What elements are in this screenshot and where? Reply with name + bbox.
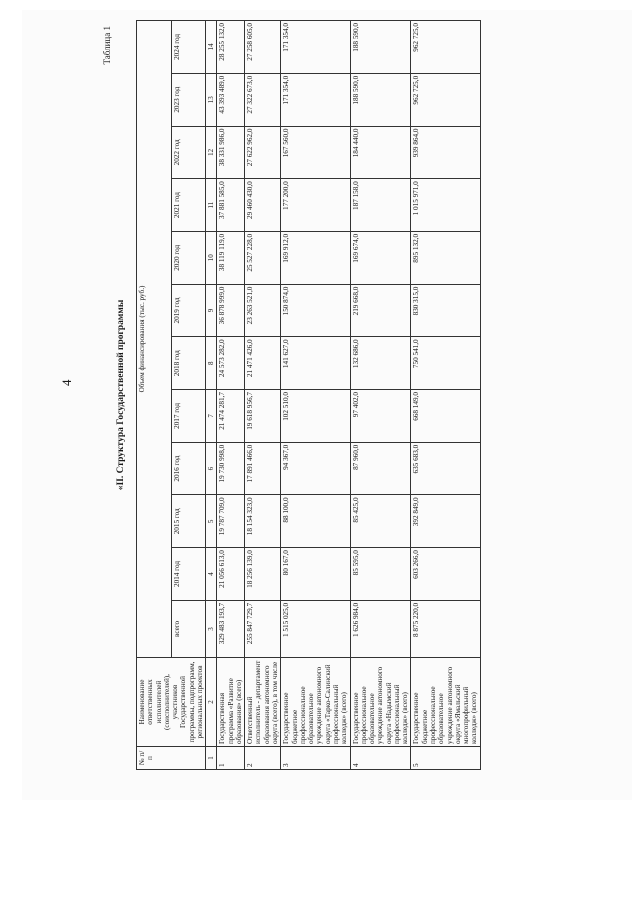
funding-table — [136, 20, 481, 770]
year-header: 2014 год — [171, 548, 206, 601]
funding-value: 19 618 956,7 — [245, 390, 281, 443]
year-header: 2022 год — [171, 126, 206, 179]
column-index: 11 — [206, 179, 217, 232]
funding-value: 25 527 228,0 — [245, 231, 281, 284]
funding-value: 750 541,0 — [411, 337, 480, 390]
funding-value: 19 787 709,0 — [217, 495, 245, 548]
funding-value: 169 912,0 — [281, 231, 350, 284]
funding-value: 1 515 025,0 — [281, 600, 350, 657]
column-index-row — [206, 21, 217, 770]
funding-value: 85 425,0 — [350, 495, 411, 548]
funding-value: 27 322 673,0 — [245, 73, 281, 126]
row-number: 5 — [411, 747, 480, 770]
funding-value: 962 725,0 — [411, 21, 480, 74]
table-row — [245, 21, 281, 770]
funding-value: 36 878 999,0 — [217, 284, 245, 337]
funding-value: 8 875 220,0 — [411, 600, 480, 657]
funding-value: 188 590,0 — [350, 21, 411, 74]
funding-value: 167 560,0 — [281, 126, 350, 179]
table-label: Таблица 1 — [102, 26, 112, 65]
funding-value: 962 725,0 — [411, 73, 480, 126]
funding-value: 29 460 430,0 — [245, 179, 281, 232]
funding-value: 87 960,0 — [350, 442, 411, 495]
funding-value: 329 483 193,7 — [217, 600, 245, 657]
table-body — [206, 21, 480, 770]
num-header: № п/п — [137, 747, 206, 770]
row-number: 3 — [281, 747, 350, 770]
year-header: 2017 год — [171, 390, 206, 443]
header-row-1 — [137, 21, 172, 770]
page-number: 4 — [59, 379, 74, 386]
funding-value: 171 354,0 — [281, 73, 350, 126]
funding-value: 187 158,0 — [350, 179, 411, 232]
year-header: 2018 год — [171, 337, 206, 390]
funding-value: 171 354,0 — [281, 21, 350, 74]
year-header: всего — [171, 600, 206, 657]
year-header: 2023 год — [171, 73, 206, 126]
funding-value: 19 730 998,0 — [217, 442, 245, 495]
row-name: Государственное профессиональное образовательное учреждение автономного округа «Надымский профессиональный колледж» (всего) — [350, 658, 411, 747]
funding-value: 184 440,0 — [350, 126, 411, 179]
funding-value: 635 683,0 — [411, 442, 480, 495]
year-header: 2015 год — [171, 495, 206, 548]
header-row-2 — [171, 21, 206, 770]
funding-value: 17 891 466,0 — [245, 442, 281, 495]
row-number: 4 — [350, 747, 411, 770]
column-index: 10 — [206, 231, 217, 284]
funding-group-header: Объем финансирования (тыс. руб.) — [137, 21, 172, 658]
section-title: «II. Структура Государственной программы — [116, 299, 126, 491]
funding-value: 88 100,0 — [281, 495, 350, 548]
funding-value: 1 626 984,0 — [350, 600, 411, 657]
funding-value: 169 674,0 — [350, 231, 411, 284]
funding-value: 97 402,0 — [350, 390, 411, 443]
row-name: Государственное бюджетное профессиональное образовательное учреждение автономного округа «Ямальский многопрофильный колледж» (всего) — [411, 658, 480, 747]
funding-value: 18 154 323,0 — [245, 495, 281, 548]
column-index: 2 — [206, 658, 217, 747]
funding-value: 188 590,0 — [350, 73, 411, 126]
funding-value: 255 847 729,7 — [245, 600, 281, 657]
column-index: 13 — [206, 73, 217, 126]
column-index: 12 — [206, 126, 217, 179]
funding-value: 1 015 971,0 — [411, 179, 480, 232]
funding-value: 85 595,0 — [350, 548, 411, 601]
funding-value: 177 200,0 — [281, 179, 350, 232]
funding-value: 27 622 962,0 — [245, 126, 281, 179]
column-index: 4 — [206, 548, 217, 601]
funding-value: 37 881 585,0 — [217, 179, 245, 232]
table-row — [411, 21, 480, 770]
row-number: 1 — [217, 747, 245, 770]
funding-value: 80 167,0 — [281, 548, 350, 601]
column-index: 14 — [206, 21, 217, 74]
funding-value: 28 255 132,0 — [217, 21, 245, 74]
funding-value: 219 668,0 — [350, 284, 411, 337]
funding-value: 23 263 521,0 — [245, 284, 281, 337]
year-header: 2019 год — [171, 284, 206, 337]
funding-value: 21 056 613,0 — [217, 548, 245, 601]
column-index: 1 — [206, 747, 217, 770]
row-name: Государственная программа «Развитие образования» (всего) — [217, 658, 245, 747]
year-header: 2020 год — [171, 231, 206, 284]
row-name: Ответственный исполнитель - департамент образования автономного округа (всего), в том числе — [245, 658, 281, 747]
funding-value: 18 256 139,0 — [245, 548, 281, 601]
funding-value: 24 573 282,0 — [217, 337, 245, 390]
funding-value: 830 315,0 — [411, 284, 480, 337]
funding-value: 141 627,0 — [281, 337, 350, 390]
funding-value: 21 471 426,0 — [245, 337, 281, 390]
table-row — [350, 21, 411, 770]
row-number: 2 — [245, 747, 281, 770]
funding-value: 132 686,0 — [350, 337, 411, 390]
year-header: 2021 год — [171, 179, 206, 232]
funding-value: 668 149,0 — [411, 390, 480, 443]
funding-value: 603 266,0 — [411, 548, 480, 601]
funding-value: 27 258 605,0 — [245, 21, 281, 74]
row-name: Государственное бюджетное профессиональное образовательное учреждение автономного округа «Тарко-Салинский профессиональный колледж» (всего) — [281, 658, 350, 747]
year-header: 2016 год — [171, 442, 206, 495]
table-row — [217, 21, 245, 770]
column-index: 5 — [206, 495, 217, 548]
column-index: 7 — [206, 390, 217, 443]
column-index: 6 — [206, 442, 217, 495]
table-row — [281, 21, 350, 770]
funding-value: 38 331 986,0 — [217, 126, 245, 179]
rotated-content — [102, 20, 622, 770]
funding-value: 102 510,0 — [281, 390, 350, 443]
funding-value: 392 849,0 — [411, 495, 480, 548]
column-index: 9 — [206, 284, 217, 337]
funding-value: 43 393 489,0 — [217, 73, 245, 126]
funding-value: 38 119 119,0 — [217, 231, 245, 284]
column-index: 3 — [206, 600, 217, 657]
funding-value: 94 367,0 — [281, 442, 350, 495]
column-index: 8 — [206, 337, 217, 390]
funding-value: 21 474 281,7 — [217, 390, 245, 443]
funding-value: 895 132,0 — [411, 231, 480, 284]
funding-value: 150 874,0 — [281, 284, 350, 337]
year-header: 2024 год — [171, 21, 206, 74]
funding-value: 939 864,0 — [411, 126, 480, 179]
name-header: Наименование ответственных исполнителей (соисполнителей), участников Государственной программы, подпрограмм, региональных проектов — [137, 658, 206, 747]
